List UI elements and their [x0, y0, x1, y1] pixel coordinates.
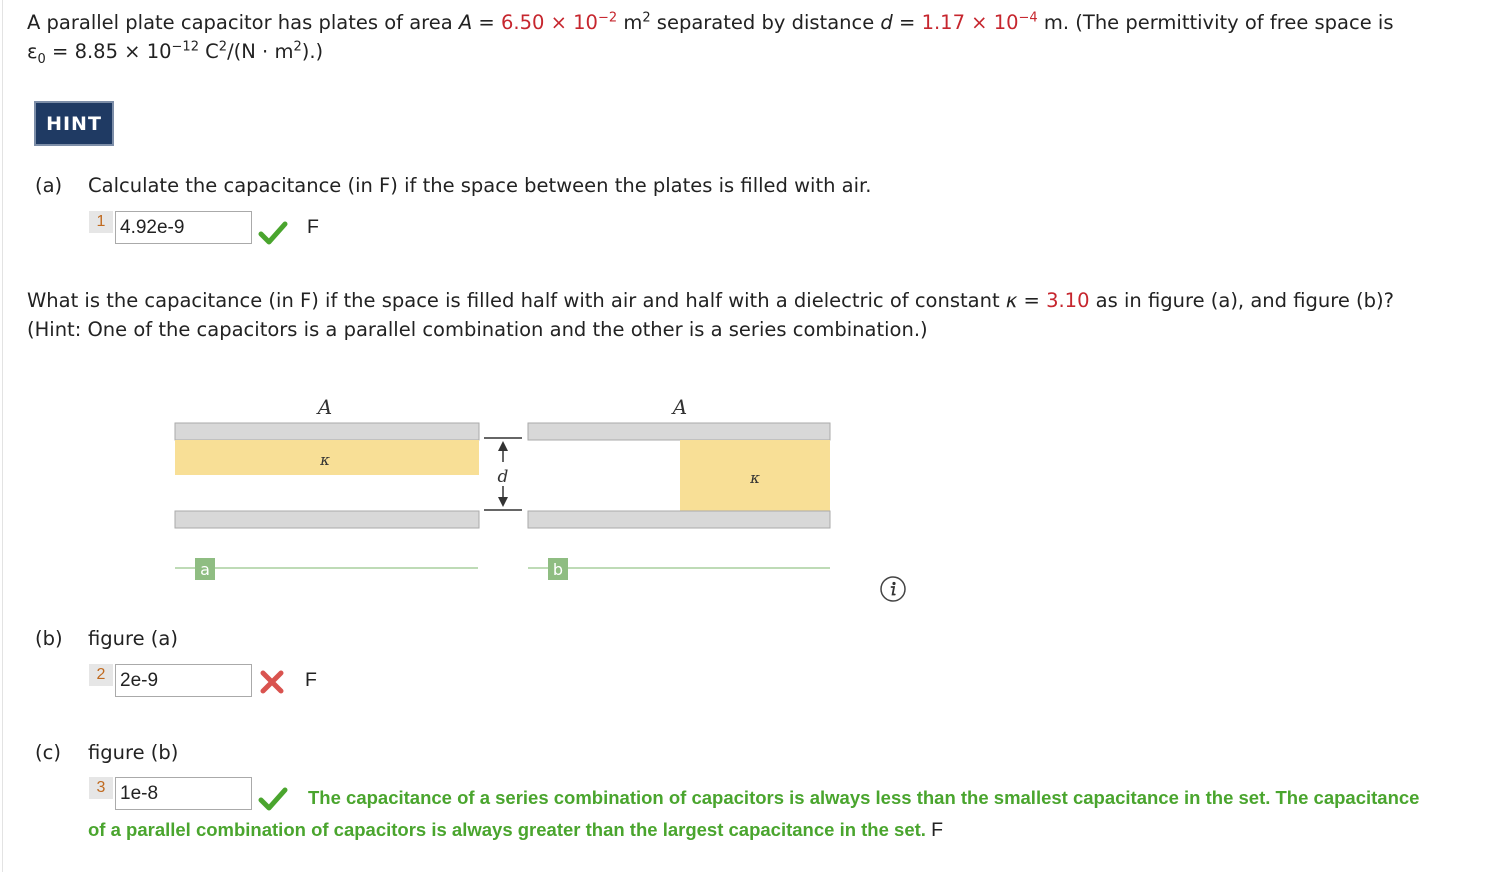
part-a-label: (a) — [35, 174, 63, 197]
answer-number-badge: 3 — [89, 777, 113, 799]
figure-b-top-plate — [528, 423, 830, 440]
area-value: $6.50 \times 10^{-2}$ — [500, 10, 618, 34]
answer-number-badge: 2 — [89, 664, 113, 686]
left-border — [2, 0, 3, 872]
part-b-unit: F — [305, 669, 317, 691]
figure-b-tag-label: b — [552, 560, 564, 579]
distance-value: $1.17 \times 10^{-4}$ — [921, 10, 1038, 34]
hint-button[interactable]: HINT — [34, 101, 114, 146]
check-icon — [258, 217, 288, 247]
figure-b-area-label: A — [672, 395, 688, 419]
figure-a-bottom-plate — [175, 511, 479, 528]
question-dielectric: What is the capacitance (in F) if the space is filled half with air and half with a dielectric of constant κ = 3.10 as in figure (a), and figure (b)? (Hint: One of the capacitors is a parallel combination and the other is a series combination.) — [27, 289, 1394, 341]
part-b-answer-input[interactable] — [115, 664, 252, 697]
figure-a-tag-label: a — [200, 560, 210, 579]
x-icon — [259, 669, 285, 695]
part-c-label: (c) — [35, 741, 61, 764]
capacitor-figure — [150, 385, 910, 605]
figure-a-top-plate — [175, 423, 479, 440]
figure-a-kappa-label: κ — [320, 451, 330, 469]
problem-statement: A parallel plate capacitor has plates of area $A = 6.50 \times 10^{-2}$ $m^2$ separated by distance $d = 1.17 \times 10^{-4}$ m. (The permittivity of free space is $\varepsilon_0 = 8.85 \times 10^{-12}$ $C^2/(N \cdot m^2)$.) — [27, 10, 1394, 67]
part-a-unit: F — [307, 216, 319, 238]
figure-d-label: d — [497, 467, 509, 487]
kappa-value: 3.10 — [1046, 289, 1090, 312]
part-b-question: figure (a) — [88, 627, 178, 650]
answer-number-badge: 1 — [89, 211, 113, 233]
figure-a-area-label: A — [317, 395, 333, 419]
part-b-label: (b) — [35, 627, 63, 650]
part-a-question: Calculate the capacitance (in F) if the space between the plates is filled with air. — [88, 174, 872, 197]
part-c-feedback: The capacitance of a series combination of capacitors is always less than the smallest capacitance in the set. The capacitance of a parallel combination of capacitors is always greater than the largest capacitance in the set. F — [88, 787, 1420, 841]
figure-b-kappa-label: κ — [750, 469, 760, 487]
part-c-unit: F — [931, 819, 943, 841]
part-a-answer-input[interactable] — [115, 211, 252, 244]
info-icon[interactable] — [879, 575, 907, 603]
part-c-question: figure (b) — [88, 741, 179, 764]
figure-b-bottom-plate — [528, 511, 830, 528]
